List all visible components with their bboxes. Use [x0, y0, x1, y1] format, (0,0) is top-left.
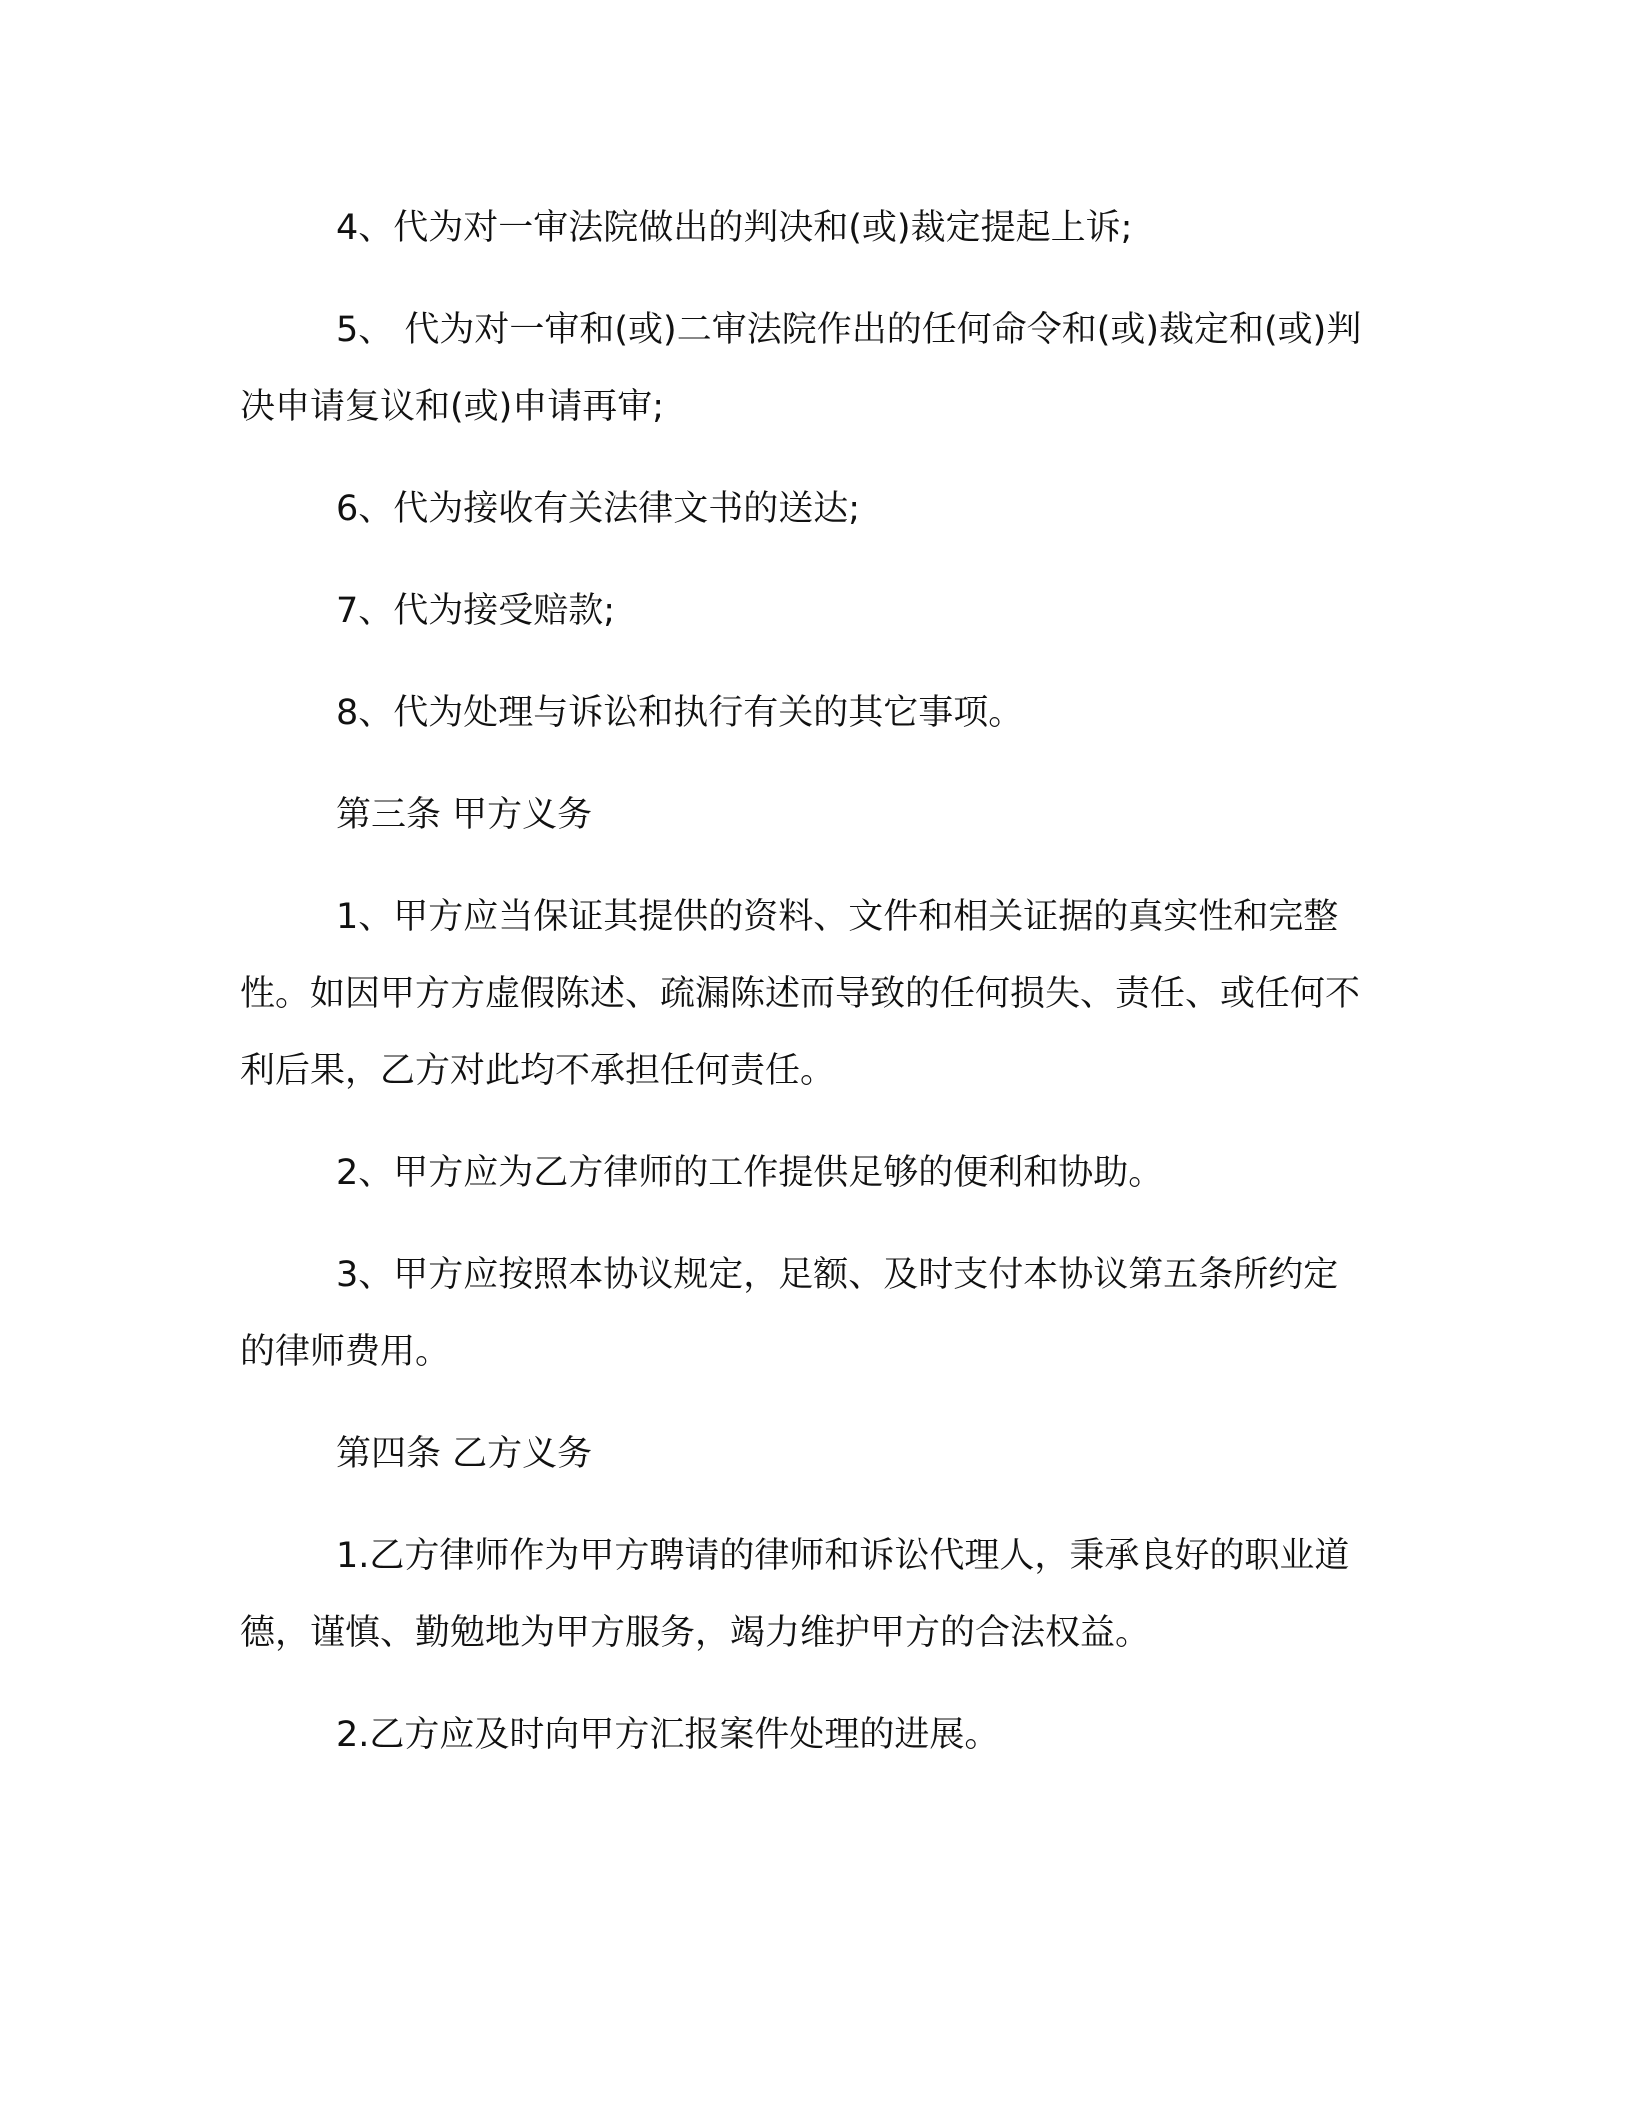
paragraph-article-4-item-1: 1.乙方律师作为甲方聘请的律师和诉讼代理人，秉承良好的职业道德，谨慎、勤勉地为甲方服务，竭力维护甲方的合法权益。: [240, 1536, 1350, 1653]
paragraph-item-4: 4、代为对一审法院做出的判决和(或)裁定提起上诉;: [336, 208, 1133, 248]
paragraph-item-5: 5、 代为对一审和(或)二审法院作出的任何命令和(或)裁定和(或)判决申请复议和(或)申请再审;: [240, 310, 1362, 427]
article-4-heading: 第四条 乙方义务: [336, 1434, 593, 1474]
paragraph-article-3-item-2: 2、甲方应为乙方律师的工作提供足够的便利和协助。: [336, 1153, 1164, 1193]
paragraph-item-8: 8、代为处理与诉讼和执行有关的其它事项。: [336, 693, 1024, 733]
paragraph-item-6: 6、代为接收有关法律文书的送达;: [336, 489, 861, 529]
paragraph-article-3-item-3: 3、甲方应按照本协议规定，足额、及时支付本协议第五条所约定的律师费用。: [240, 1255, 1339, 1372]
article-3-heading: 第三条 甲方义务: [336, 795, 593, 835]
paragraph-item-7: 7、代为接受赔款;: [336, 591, 616, 631]
paragraph-article-4-item-2: 2.乙方应及时向甲方汇报案件处理的进展。: [336, 1715, 1000, 1755]
document-body: [240, 190, 1370, 1774]
paragraph-article-3-item-1: 1、甲方应当保证其提供的资料、文件和相关证据的真实性和完整性。如因甲方方虚假陈述、疏漏陈述而导致的任何损失、责任、或任何不利后果，乙方对此均不承担任何责任。: [240, 897, 1361, 1091]
